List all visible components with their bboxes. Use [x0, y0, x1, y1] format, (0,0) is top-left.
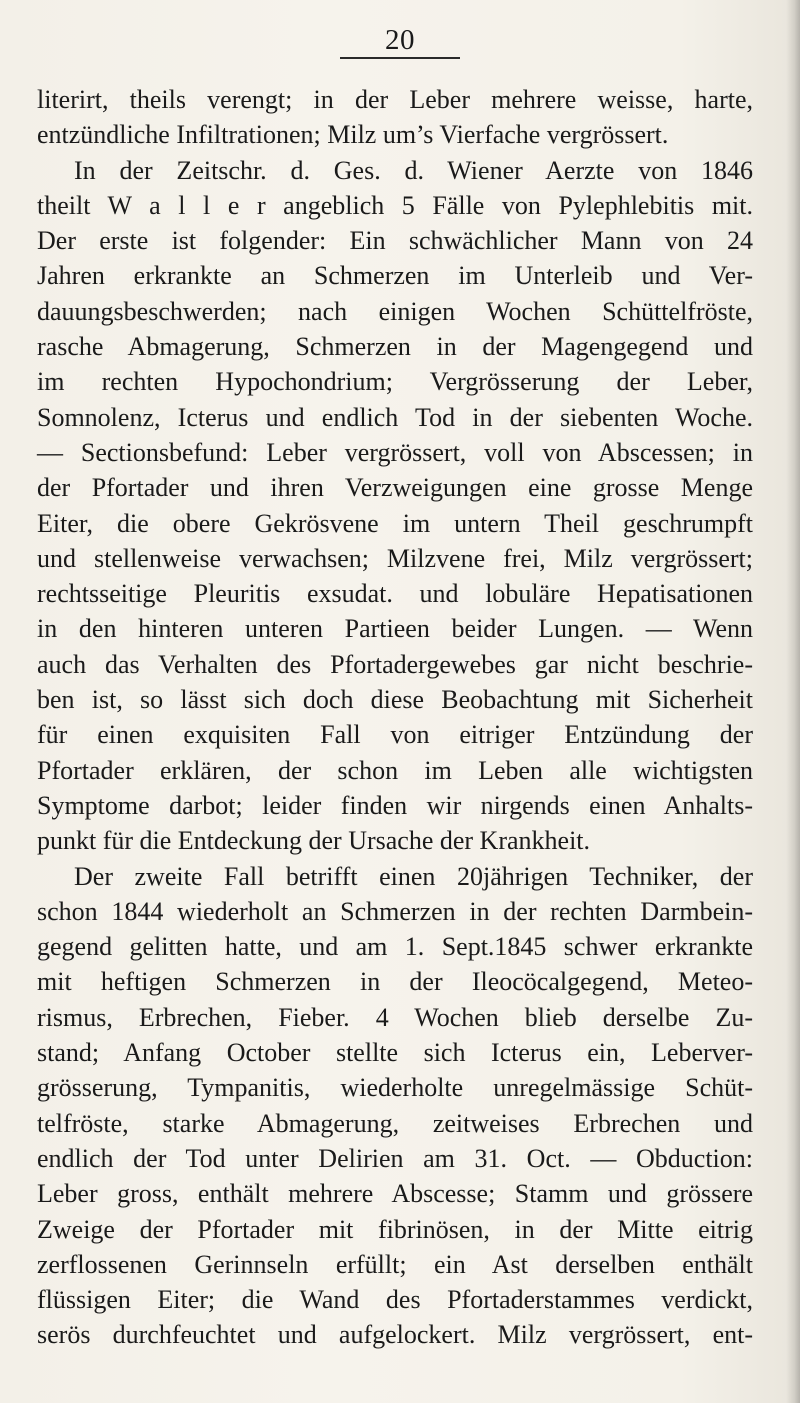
- text-line: grösserung, Tympanitis, wiederholte unregelmässige Schüt-: [37, 1073, 753, 1103]
- text-line: serös durchfeuchtet und aufgelockert. Milz vergrössert, ent-: [37, 1320, 753, 1350]
- text-line: rasche Abmagerung, Schmerzen in der Magengegend und: [37, 332, 753, 362]
- text-line: Symptome darbot; leider finden wir nirgends einen Anhalts-: [37, 790, 753, 820]
- text-line: Jahren erkrankte an Schmerzen im Unterleib und Ver-: [37, 261, 753, 291]
- text-line: und stellenweise verwachsen; Milzvene frei, Milz vergrössert;: [37, 543, 753, 573]
- text-line: flüssigen Eiter; die Wand des Pfortaderstammes verdickt,: [37, 1285, 753, 1315]
- text-line: für einen exquisiten Fall von eitriger Entzündung der: [37, 720, 753, 750]
- text-line: telfröste, starke Abmagerung, zeitweises Erbrechen und: [37, 1108, 753, 1138]
- text-line: rechtsseitige Pleuritis exsudat. und lobuläre Hepatisationen: [37, 579, 753, 609]
- text-line: im rechten Hypochondrium; Vergrösserung der Leber,: [37, 367, 753, 397]
- header-rule: [340, 57, 460, 59]
- text-line: Eiter, die obere Gekrösvene im untern Theil geschrumpft: [37, 508, 753, 538]
- text-line: Pfortader erklären, der schon im Leben alle wichtigsten: [37, 755, 753, 785]
- page-number: 20: [385, 24, 415, 56]
- text-line: auch das Verhalten des Pfortadergewebes gar nicht beschrie-: [37, 649, 753, 679]
- text-line: mit heftigen Schmerzen in der Ileocöcalgegend, Meteo-: [37, 967, 753, 997]
- text-line: Der zweite Fall betrifft einen 20jährigen Techniker, der: [74, 861, 753, 891]
- text-line: zerflossenen Gerinnseln erfüllt; ein Ast derselben enthält: [37, 1249, 753, 1279]
- text-line: schon 1844 wiederholt an Schmerzen in der rechten Darmbein-: [37, 896, 753, 926]
- body-text: [37, 82, 753, 1353]
- text-line: Zweige der Pfortader mit fibrinösen, in der Mitte eitrig: [37, 1214, 753, 1244]
- text-line: entzündliche Infiltrationen; Milz um’s Vierfache vergrössert.: [37, 120, 669, 150]
- text-line: dauungsbeschwerden; nach einigen Wochen Schüttelfröste,: [37, 296, 753, 326]
- text-line: Leber gross, enthält mehrere Abscesse; Stamm und grössere: [37, 1179, 753, 1209]
- text-line: der Pfortader und ihren Verzweigungen eine grosse Menge: [37, 473, 753, 503]
- text-line: Der erste ist folgender: Ein schwächlicher Mann von 24: [37, 226, 753, 256]
- text-line: Somnolenz, Icterus und endlich Tod in der siebenten Woche.: [37, 402, 753, 432]
- text-line: gegend gelitten hatte, und am 1. Sept.1845 schwer erkrankte: [37, 932, 753, 962]
- text-line: theilt W a l l e r angeblich 5 Fälle von Pylephlebitis mit.: [37, 190, 753, 220]
- text-line: In der Zeitschr. d. Ges. d. Wiener Aerzte von 1846: [74, 155, 753, 185]
- text-line: punkt für die Entdeckung der Ursache der Krankheit.: [37, 826, 591, 856]
- text-line: ben ist, so lässt sich doch diese Beobachtung mit Sicherheit: [37, 685, 753, 715]
- text-line: — Sectionsbefund: Leber vergrössert, voll von Abscessen; in: [37, 437, 753, 467]
- text-line: in den hinteren unteren Partieen beider Lungen. — Wenn: [37, 614, 753, 644]
- text-line: stand; Anfang October stellte sich Icterus ein, Leberver-: [37, 1038, 753, 1068]
- page-edge-shadow: [786, 0, 800, 1403]
- text-line: literirt, theils verengt; in der Leber mehrere weisse, harte,: [37, 85, 753, 114]
- text-line: rismus, Erbrechen, Fieber. 4 Wochen blieb derselbe Zu-: [37, 1002, 753, 1032]
- text-line: endlich der Tod unter Delirien am 31. Oct. — Obduction:: [37, 1143, 753, 1173]
